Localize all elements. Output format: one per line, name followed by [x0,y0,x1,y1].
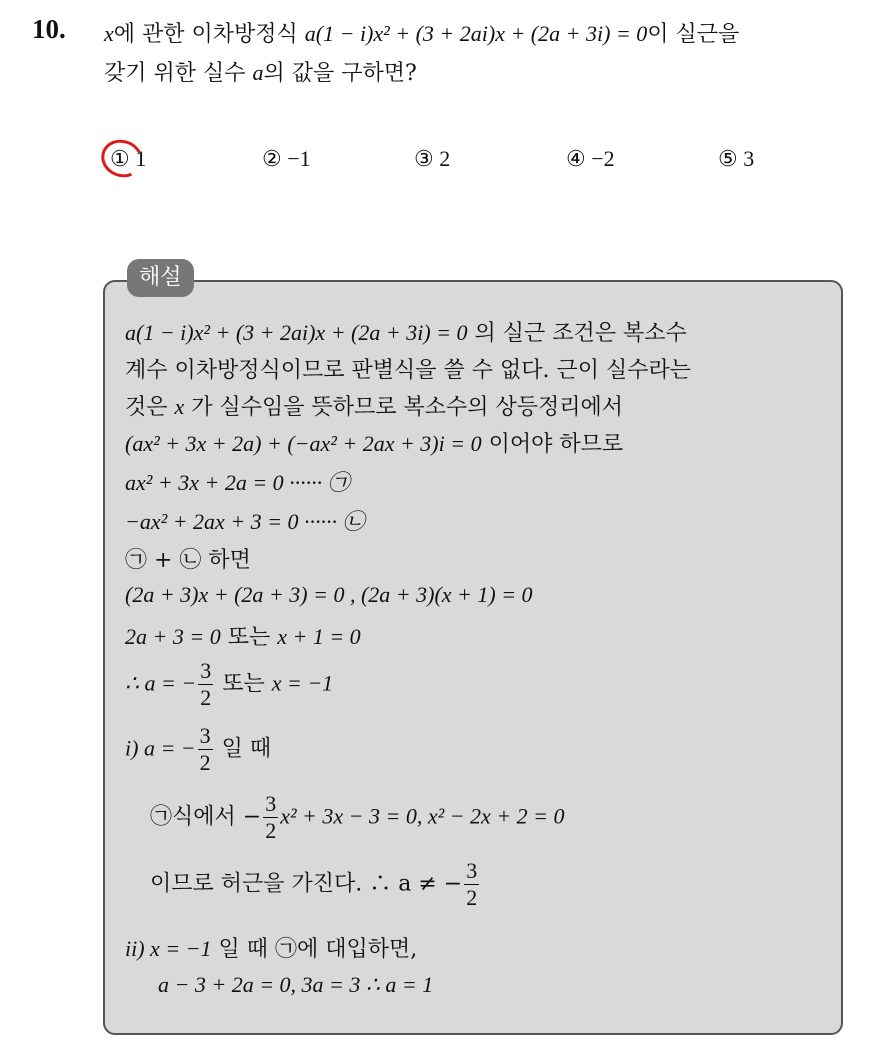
solution-l14-b: 일 때 ㉠에 대입하면, [211,937,418,962]
solution-l7-text: 하면 [201,548,251,573]
solution-l12-b: x² + 3x − 3 = 0, x² − 2x + 2 = 0 [280,803,565,829]
choice-1[interactable] [110,146,146,172]
solution-l3-b: 가 실수임을 뜻하므로 복소수의 상등정리에서 [184,395,624,420]
choice-2-value: −1 [287,146,311,171]
choice-3[interactable] [414,146,450,172]
question-var-x: x [104,21,114,46]
question-line-2 [104,56,417,87]
choice-4-mark: ④ [566,146,586,171]
solution-l7-math: ㉠ + ㉡ [125,548,202,573]
choice-3-value: 2 [439,146,451,171]
fraction-numerator: 3 [466,858,478,883]
choice-5-mark: ⑤ [718,146,738,171]
solution-line-12 [150,793,565,842]
solution-line-1 [125,316,687,347]
solution-line-5: ax² + 3x + 2a = 0 ······ ㉠ [125,470,350,495]
solution-l14-a: ii) x = −1 [125,936,212,961]
question-var-a: a [252,60,264,85]
fraction-3-over-2 [464,860,479,909]
solution-line-8: (2a + 3)x + (2a + 3) = 0 , (2a + 3)(x + 1) = 0 [125,582,533,607]
question-text-d: 의 값을 구하면? [263,61,417,86]
solution-l10-a: ∴ a = − [125,670,197,696]
fraction-denominator: 2 [265,818,277,843]
solution-line-4 [125,427,623,458]
solution-l4-text: 이어야 하므로 [481,432,624,457]
solution-l4-math: (ax² + 3x + 2a) + (−ax² + 2ax + 3)i = 0 [125,431,482,456]
solution-l3-a: 것은 [125,395,175,420]
choice-5[interactable] [718,146,754,172]
solution-line-11 [125,725,271,774]
solution-line-3 [125,390,623,421]
solution-l1-text: 의 실근 조건은 복소수 [467,321,687,346]
question-text-c: 갖기 위한 실수 [104,61,253,86]
choice-1-mark: ① [110,146,130,171]
solution-line-10 [125,660,333,709]
choice-2-mark: ② [262,146,282,171]
choice-1-value: 1 [135,146,147,171]
fraction-denominator: 2 [466,885,478,910]
solution-line-6: −ax² + 2ax + 3 = 0 ······ ㉡ [125,509,365,534]
solution-line-2: 계수 이차방정식이므로 판별식을 쓸 수 없다. 근이 실수라는 [125,358,691,383]
solution-l12-a: ㉠식에서 − [150,804,262,830]
fraction-numerator: 3 [200,658,212,683]
solution-l13-a: 이므로 허근을 가진다. ∴ a ≠ − [150,871,463,897]
solution-line-14 [125,932,417,963]
choice-2[interactable] [262,146,311,172]
solution-l3-x: x [174,394,185,419]
choice-3-mark: ③ [414,146,434,171]
solution-l10-b: 또는 [215,671,272,697]
solution-title: 해설 [127,259,194,297]
question-text-a: 에 관한 이차방정식 [113,22,305,47]
solution-l9-a: 2a + 3 = 0 [125,624,221,649]
solution-l1-math: a(1 − i)x² + (3 + 2ai)x + (2a + 3i) = 0 [125,320,468,345]
choice-4-value: −2 [591,146,615,171]
fraction-denominator: 2 [199,750,211,775]
choice-4[interactable] [566,146,615,172]
question-line-1 [104,17,739,48]
choice-5-value: 3 [743,146,755,171]
solution-line-9 [125,620,361,651]
fraction-3-over-2 [198,660,213,709]
fraction-3-over-2 [198,725,213,774]
solution-line-15: a − 3 + 2a = 0, 3a = 3 ∴ a = 1 [158,972,434,997]
solution-l9-b: 또는 [220,625,278,650]
solution-l11-b: 일 때 [214,736,272,762]
fraction-numerator: 3 [199,723,211,748]
question-number: 10. [32,14,66,44]
fraction-denominator: 2 [200,685,212,710]
solution-l9-c: x + 1 = 0 [277,624,361,649]
solution-line-7 [125,543,251,574]
question-equation: a(1 − i)x² + (3 + 2ai)x + (2a + 3i) = 0 [304,21,648,46]
solution-l11-a: i) a = − [125,735,196,761]
solution-line-13 [150,860,481,909]
solution-l10-c: x = −1 [271,670,334,696]
fraction-3-over-2 [263,793,278,842]
question-text-b: 이 실근을 [647,22,740,47]
fraction-numerator: 3 [265,791,277,816]
